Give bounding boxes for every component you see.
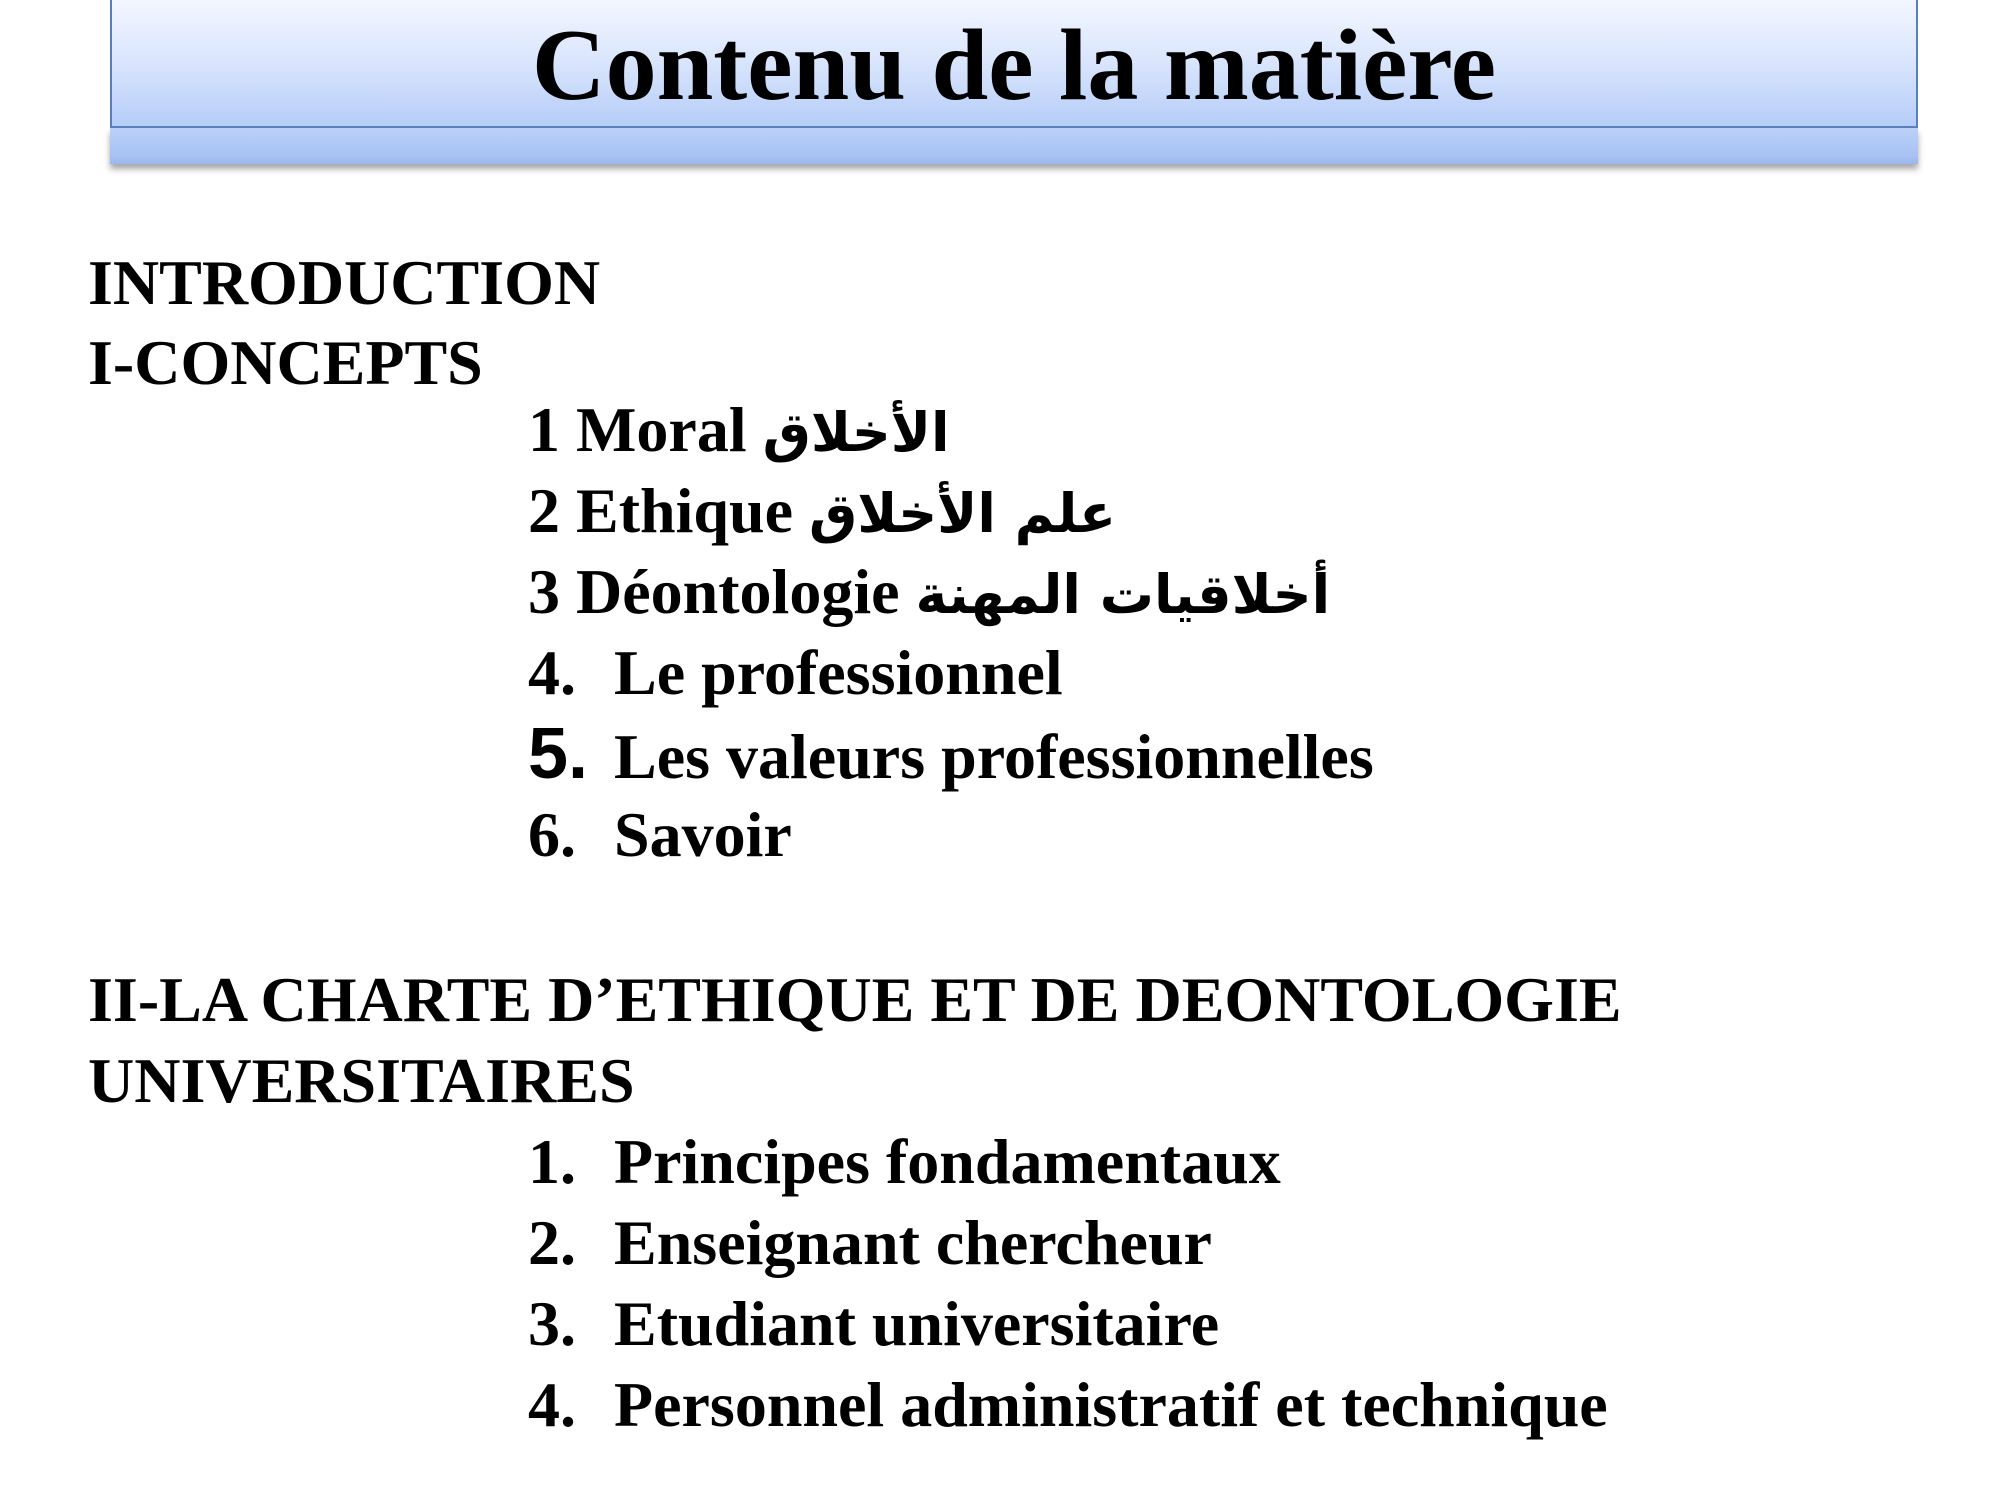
item-label: Ethique — [576, 475, 793, 546]
list-item — [528, 1207, 1212, 1279]
item-label: Les valeurs professionnelles — [614, 721, 1374, 792]
introduction-heading: INTRODUCTION — [88, 247, 601, 318]
item-label: Principes fondamentaux — [614, 1126, 1281, 1197]
item-number: 1 — [528, 394, 560, 465]
list-item — [528, 714, 1374, 794]
item-label: Moral — [576, 394, 747, 465]
item-arabic-label: أخلاقيات المهنة — [915, 563, 1331, 626]
list-item — [528, 637, 1063, 709]
item-number: 2 — [528, 475, 560, 546]
list-item — [528, 556, 1330, 631]
item-number: 4. — [528, 1369, 576, 1440]
item-number: 2. — [528, 1207, 576, 1278]
item-label: Personnel administratif et technique — [614, 1369, 1608, 1440]
item-number: 4. — [528, 637, 576, 708]
section1-heading: I-CONCEPTS — [88, 327, 483, 398]
item-number: 3 — [528, 556, 560, 627]
list-item — [528, 1288, 1219, 1360]
item-label: Enseignant chercheur — [614, 1207, 1212, 1278]
item-arabic-label: الأخلاق — [762, 401, 950, 464]
list-item — [528, 475, 1116, 550]
item-label: Déontologie — [576, 556, 900, 627]
list-item — [528, 394, 950, 469]
item-label: Le professionnel — [614, 637, 1063, 708]
item-number: 3. — [528, 1288, 576, 1359]
item-label: Savoir — [614, 799, 792, 870]
list-item — [528, 1369, 1608, 1441]
item-number: 5. — [528, 714, 589, 794]
item-arabic-label: علم الأخلاق — [808, 482, 1116, 545]
section2-heading-line1: II-LA CHARTE D’ETHIQUE ET DE DEONTOLOGIE — [88, 964, 1622, 1035]
page-title: Contenu de la matière — [531, 9, 1497, 122]
item-number: 6. — [528, 799, 576, 870]
item-number: 1. — [528, 1126, 576, 1197]
section2-heading-line2: UNIVERSITAIRES — [88, 1045, 635, 1116]
list-item — [528, 799, 792, 871]
list-item — [528, 1126, 1281, 1198]
item-label: Etudiant universitaire — [614, 1288, 1220, 1359]
